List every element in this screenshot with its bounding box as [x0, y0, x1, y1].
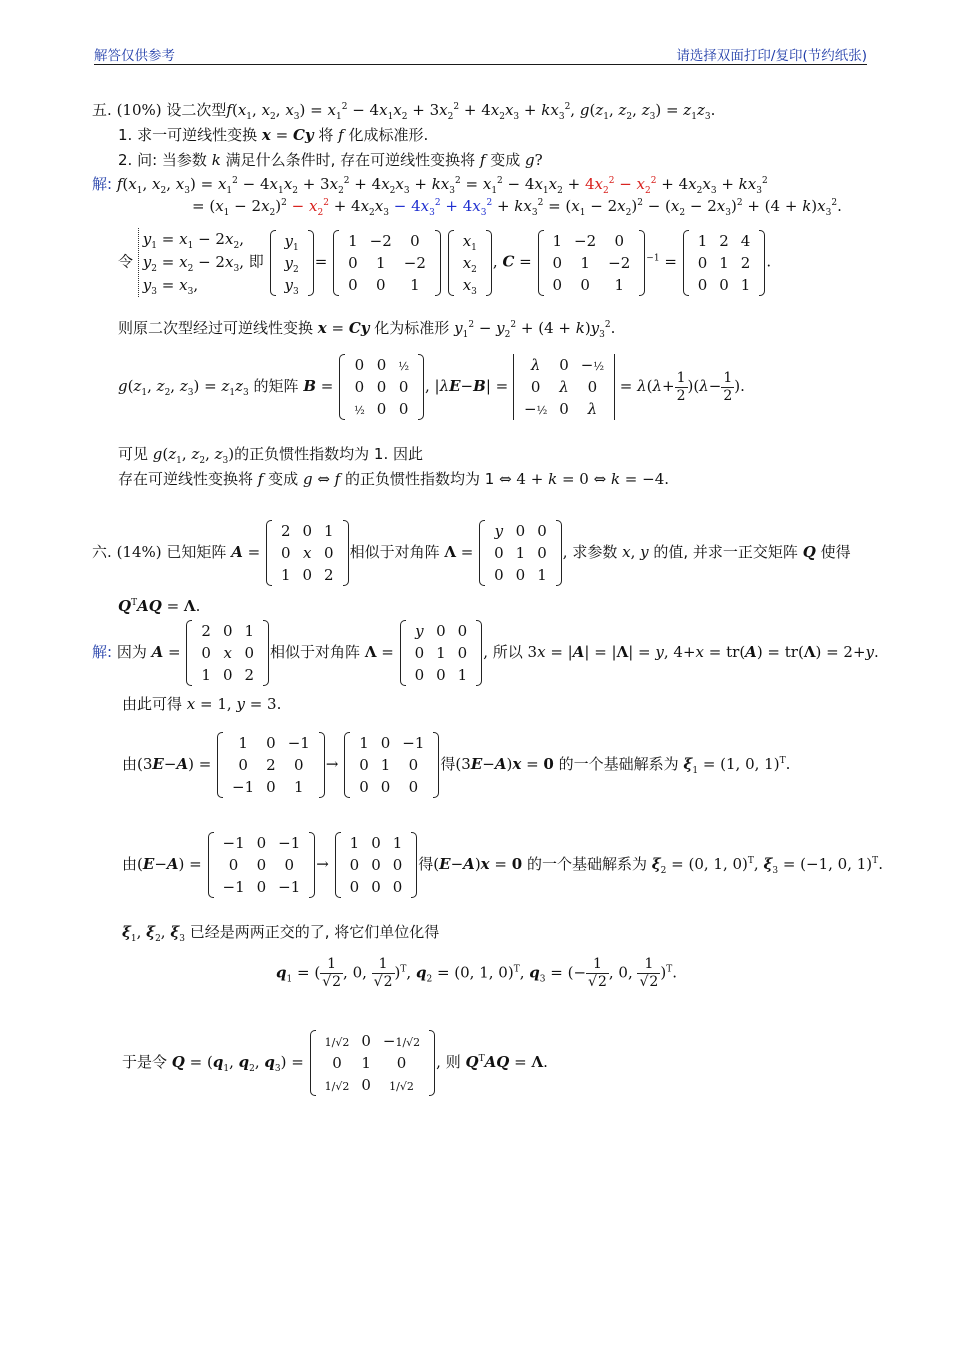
- q6-statement: 六. (14%) 已知矩阵 A = 2 0 1 0 x 0 1 0 2 相似于对角阵 Λ = y 0 0 0 1 0 0 0 1 , 求参数 x, y 的值, 并求一正交矩阵 Q 使得: [92, 522, 851, 584]
- q5-part1: 1. 求一可逆线性变换 x = Cy 将 f 化成标准形.: [118, 126, 429, 144]
- q5-matrix-label: 的矩阵: [253, 377, 299, 395]
- q5-part1-text: 1. 求一可逆线性变换: [118, 126, 258, 144]
- q6-orthogonal: $\xi_1$, $\xi_2$, $\xi_3$ 已经是两两正交的了, 将它们单位化得: [122, 923, 440, 944]
- header-left-note: 解答仅供参考: [94, 48, 175, 64]
- q5-matrix-B: $g(z_1$, $z_2$, $z_3) = z_1z_3$ 的矩阵 B = 0 0 ½ 0 0 0 ½ 0 0 , |λE−B| = λ 0 −½ 0 λ 0 −½ 0 λ = λ(λ+ $\frac{1}{2}$ )(λ− $\frac{1}{2}$ ).: [118, 356, 745, 418]
- q5-ie-label: 即: [248, 252, 264, 271]
- q6-get-text-2: 得: [418, 855, 434, 873]
- q5-part2: 2. 问: 当参数 k 满足什么条件时, 存在可逆线性变换将 f 变成 g?: [118, 151, 543, 169]
- q5-seen-tail: 的正负惯性指数均为 1. 因此: [234, 445, 423, 463]
- header-right-note: 请选择双面打印/复印(节约纸张): [676, 48, 867, 64]
- q5-solution-line2: = $(x_1 - 2x_2)^2 - x_2^2 + 4x_2x_3 - 4x_3^2 + 4x_3^2 + kx_3^2 = (x_1 - 2x_2)^2 - (x_2 - 2x_3)^2 + (4 + k)x_3^2$.: [192, 197, 842, 218]
- q5-intro: 设二次型: [166, 101, 227, 119]
- q5-part2-end: 变成: [490, 151, 521, 169]
- q6-number: 六.: [92, 543, 112, 561]
- q5-solution-line1: 解: $f(x_1$, $x_2$, $x_3) = x_1^2 - 4x_1x_2 + 3x_2^2 + 4x_2x_3 + kx_3^2 = x_1^2 - 4x_1x_2 + 4x_2^2 - x_2^2 + 4x_2x_3 + kx_3^2$: [92, 175, 768, 196]
- q6-ask-tail: 的值, 并求一正交矩阵: [653, 543, 798, 561]
- q5-part2-text: 2. 问: 当参数: [118, 151, 207, 169]
- q6-similar-text: 相似于对角阵: [349, 543, 440, 561]
- q6-then-text: 则: [445, 1053, 461, 1071]
- page-header: [94, 44, 867, 65]
- q6-basis-text: 的一个基础解系为: [558, 755, 679, 773]
- q5-exist-mid2: 的正负惯性指数均为 1: [345, 470, 495, 488]
- q5-seen-label: 可见: [118, 445, 149, 463]
- q6-target-equation: $Q^TAQ = \Lambda$.: [118, 597, 201, 615]
- q6-from-text-2: 由: [122, 855, 138, 873]
- q5-statement: 五. (10%) 设二次型$f(x_1$, $x_2$, $x_3) = x_1^2 - 4x_1x_2 + 3x_2^2 + 4x_2x_3 + kx_3^2$, $g(z_1$, $z_2$, $z_3) = z_1z_3$.: [92, 101, 716, 122]
- q5-part2-tail: 满足什么条件时, 存在可逆线性变换将: [225, 151, 476, 169]
- q6-solution-label: 解:: [92, 643, 113, 661]
- q6-final: 于是令 $Q = (q_1$, $q_2$, $q_3$) = 1/√2 0 −1/√2 0 1 0 1/√2 0 1/√2 , 则 $Q^TAQ = \Lambda$.: [122, 1032, 548, 1094]
- q5-substitution: 令 $y_1 = x_1 - 2x_2$, $y_2 = x_2 - 2x_3$, $y_3 = x_3$, 即 $y_1$ $y_2$ $y_3$ = 1 −2 0 0 1 −2 0 0 1 $x_1$ $x_2$ $x_3$ , C = 1 −2 0 0 1 −2 0 0 1 $^{-1}$ = 1 2 4 0 1 2 0 0 1 .: [118, 230, 772, 297]
- q6-ask-end: 使得: [820, 543, 851, 561]
- q5-substitution-system: $y_1 = x_1 - 2x_2$, $y_2 = x_2 - 2x_3$, $y_3 = x_3$,: [138, 228, 244, 297]
- q5-part1-tail: 化成标准形.: [348, 126, 429, 144]
- q5-exist-mid: 变成: [268, 470, 299, 488]
- q5-weight: (10%): [116, 101, 162, 119]
- q5-exist-text: 存在可逆线性变换将: [118, 470, 254, 488]
- q6-eigen-3: 由(3E−A) = 1 0 −1 0 2 0 −1 0 1 → 1 0 −1 0 1 0 0 0 0 得(3E−A)x = 0 的一个基础解系为 $\xi_1 = (1$, 0, 1)$^T$.: [122, 734, 791, 796]
- q6-eigen-1: 由(E−A) = −1 0 −1 0 0 0 −1 0 −1 → 1 0 1 0 0 0 0 0 0 得(E−A)x = 0 的一个基础解系为 $\xi_2 = (0$, 1, 0)$^T$, $\xi_3 = (-1$, 0, 1)$^T$.: [122, 834, 883, 896]
- q6-let-text: 于是令: [122, 1053, 168, 1071]
- q5-conclusion-1: 可见 $g(z_1$, $z_2$, $z_3$)的正负惯性指数均为 1. 因此: [118, 445, 423, 466]
- q6-ask-text: 求参数: [572, 543, 618, 561]
- q5-standard-form: 则原二次型经过可逆线性变换 x = Cy 化为标准形 $y_1^2 - y_2^2 + (4 + k)y_3^2$.: [118, 319, 616, 340]
- q5-number: 五.: [92, 101, 112, 119]
- q6-basis-text-2: 的一个基础解系为: [526, 855, 647, 873]
- q5-then-tail: 化为标准形: [374, 319, 450, 337]
- q6-orth-text: 已经是两两正交的了, 将它们单位化得: [189, 923, 440, 941]
- q5-solution-label: 解:: [92, 175, 113, 193]
- q5-conclusion-2: 存在可逆线性变换将 f 变成 g ⇔ f 的正负惯性指数均为 1 ⇔ 4 + k = 0 ⇔ k = −4.: [118, 470, 670, 488]
- q6-solution-line1: 解: 因为 A = 2 0 1 0 x 0 1 0 2 相似于对角阵 Λ = y 0 0 0 1 0 0 0 1 , 所以 3x = |A| = |Λ| = y, 4+x = tr(A) = tr(Λ) = 2+y.: [92, 622, 879, 684]
- q5-let-label: 令: [118, 252, 134, 271]
- q6-intro: 已知矩阵: [166, 543, 227, 561]
- q5-then-text: 则原二次型经过可逆线性变换: [118, 319, 314, 337]
- q6-get-text: 得: [440, 755, 456, 773]
- q6-weight: (14%): [116, 543, 162, 561]
- q6-from-text: 由: [122, 755, 138, 773]
- q6-thus-text: 由此可得: [122, 695, 183, 713]
- q6-so-text: 所以: [492, 643, 523, 661]
- q6-similar-text-2: 相似于对角阵: [270, 643, 361, 661]
- q6-unit-vectors: $q_1$ = ( $\frac{1}{√2}$ , 0, $\frac{1}{√2}$ )$^T$, $q_2 = (0$, 1, 0)$^T$, $q_3$ = (− $\frac{1}{√2}$ , 0, $\frac{1}{√2}$ )$^T$.: [276, 956, 677, 990]
- q6-values: 由此可得 x = 1, y = 3.: [122, 695, 282, 713]
- q6-because-text: 因为: [116, 643, 147, 661]
